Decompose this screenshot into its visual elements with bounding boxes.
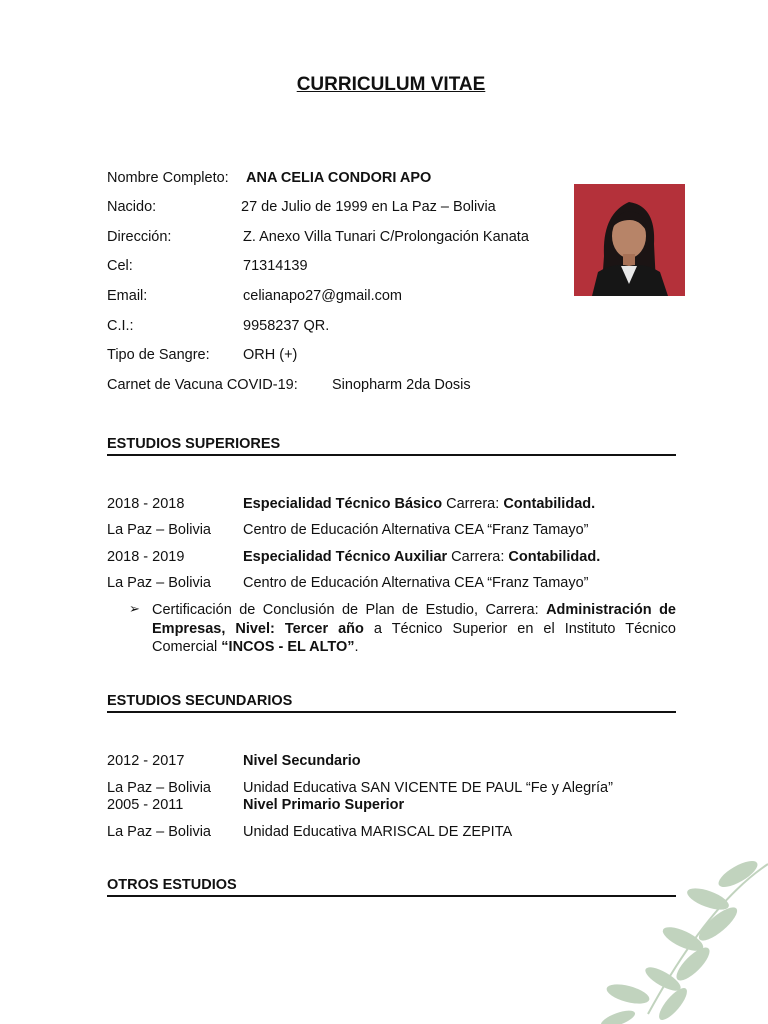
- superiores-heading: ESTUDIOS SUPERIORES: [107, 436, 281, 452]
- document-title: CURRICULUM VITAE: [296, 74, 486, 95]
- secundarios-heading: ESTUDIOS SECUNDARIOS: [107, 693, 293, 709]
- superiores-divider: [107, 454, 676, 456]
- cert-career: Administración de Empresas, Nivel: Tercer año: [152, 602, 676, 637]
- sup-row4-place: La Paz – Bolivia: [107, 575, 211, 591]
- direccion-label: Dirección:: [107, 229, 172, 245]
- cert-text-1: Certificación de Conclusión de Plan de Estudio, Carrera:: [152, 602, 547, 618]
- sec-row1-years: 2012 - 2017: [107, 753, 185, 769]
- sec-row3-years: 2005 - 2011: [107, 797, 184, 813]
- vacuna-label: Carnet de Vacuna COVID-19:: [107, 377, 298, 393]
- sup-row3-detail: [243, 549, 600, 565]
- sangre-value: ORH (+): [243, 347, 298, 363]
- sup-row4-institution: Centro de Educación Alternativa CEA “Franz Tamayo”: [243, 575, 589, 591]
- cert-text-3: .: [354, 639, 359, 655]
- sup-row3-years: 2018 - 2019: [107, 549, 185, 565]
- cel-value: 71314139: [243, 258, 308, 274]
- nombre-value: ANA CELIA CONDORI APO: [246, 170, 432, 186]
- sec-row4-institution: Unidad Educativa MARISCAL DE ZEPITA: [243, 824, 513, 840]
- sup-row3-specialty: Especialidad Técnico Auxiliar: [243, 549, 448, 565]
- sup-row1-detail: [243, 496, 595, 512]
- cel-label: Cel:: [107, 258, 133, 274]
- vacuna-value: Sinopharm 2da Dosis: [332, 377, 471, 393]
- sec-row2-institution: Unidad Educativa SAN VICENTE DE PAUL “Fe y Alegría”: [243, 780, 613, 796]
- sup-row1-years: 2018 - 2018: [107, 496, 185, 512]
- sup-row1-career: Contabilidad.: [503, 496, 596, 512]
- sup-row1-specialty: Especialidad Técnico Básico: [243, 496, 443, 512]
- email-value: celianapo27@gmail.com: [243, 288, 402, 304]
- nombre-label: Nombre Completo:: [107, 170, 229, 186]
- profile-photo: [574, 184, 685, 296]
- sec-row1-level: Nivel Secundario: [243, 753, 361, 769]
- sup-row2-institution: Centro de Educación Alternativa CEA “Franz Tamayo”: [243, 522, 589, 538]
- nacido-label: Nacido:: [107, 199, 157, 215]
- cert-institute: “INCOS - EL ALTO”: [221, 639, 355, 655]
- ci-label: C.I.:: [107, 318, 134, 334]
- sangre-label: Tipo de Sangre:: [107, 347, 210, 363]
- sec-row3-level: Nivel Primario Superior: [243, 797, 405, 813]
- nacido-value: 27 de Julio de 1999 en La Paz – Bolivia: [241, 199, 496, 215]
- bullet-arrow-icon: ➢: [129, 601, 140, 616]
- sup-row3-career: Contabilidad.: [508, 549, 601, 565]
- email-label: Email:: [107, 288, 148, 304]
- direccion-value: Z. Anexo Villa Tunari C/Prolongación Kanata: [243, 229, 529, 245]
- person-portrait-icon: [574, 184, 685, 296]
- certification-bullet: [152, 601, 676, 657]
- sup-row1-career-label: Carrera:: [442, 496, 504, 512]
- ci-value: 9958237 QR.: [243, 318, 330, 334]
- otros-heading: OTROS ESTUDIOS: [107, 877, 237, 893]
- sup-row2-place: La Paz – Bolivia: [107, 522, 211, 538]
- cert-text-2: a Técnico Superior en el Instituto Técnico Comercial: [152, 620, 676, 655]
- sec-row4-place: La Paz – Bolivia: [107, 824, 211, 840]
- sec-row2-place: La Paz – Bolivia: [107, 780, 211, 796]
- sup-row3-career-label: Carrera:: [447, 549, 509, 565]
- secundarios-divider: [107, 711, 676, 713]
- decorative-leaves-icon: [588, 844, 768, 1024]
